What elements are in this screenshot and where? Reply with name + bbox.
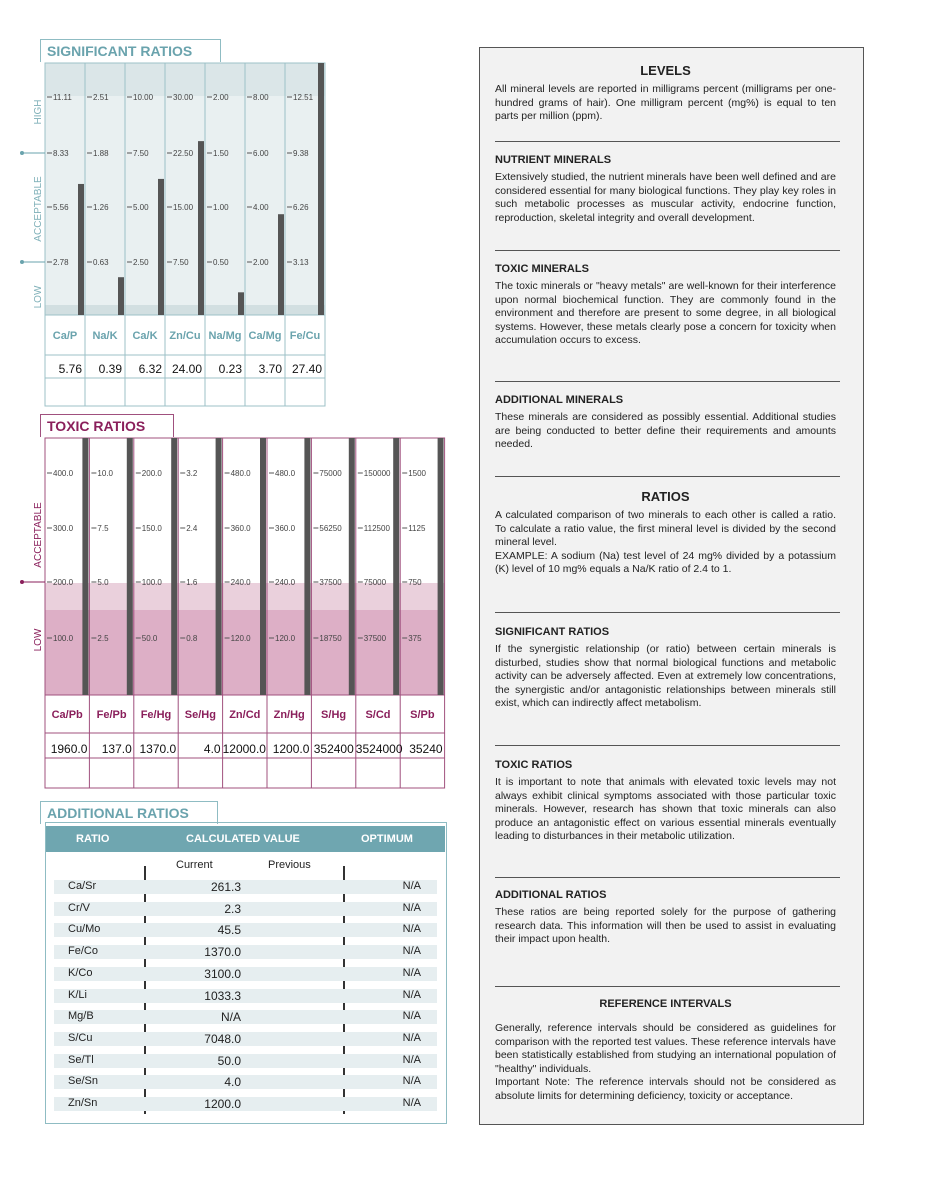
table-row bbox=[46, 1094, 445, 1114]
zone-label-low: LOW bbox=[33, 628, 44, 652]
ratio-label-ca-mg: Ca/Mg bbox=[248, 330, 282, 342]
current-value: 7048.0 bbox=[204, 1031, 241, 1046]
tick-label: 8.33 bbox=[53, 149, 69, 158]
reference-intervals-note: Important Note: The reference intervals should not be considered as absolute limits for determining deficiency, toxicity or acceptance. bbox=[495, 1076, 836, 1102]
ratio-label-zn-cu: Zn/Cu bbox=[169, 330, 201, 342]
tick-label: 5.56 bbox=[53, 203, 69, 212]
additional-ratios-title: ADDITIONAL RATIOS bbox=[40, 801, 218, 824]
toxic-minerals-title: TOXIC MINERALS bbox=[495, 263, 589, 275]
ratio-value: 0.39 bbox=[98, 362, 122, 376]
tick-label: 3.2 bbox=[186, 469, 198, 478]
ratio-bar bbox=[349, 438, 355, 695]
additional-minerals-text: These minerals are considered as possibly essential. Additional studies are being conducted to better define their requirements and amounts needed. bbox=[495, 411, 836, 450]
tick-label: 2.00 bbox=[213, 93, 229, 102]
tick-label: 120.0 bbox=[230, 634, 251, 643]
levels-title: LEVELS bbox=[640, 63, 691, 78]
ratios-text: A calculated comparison of two minerals to each other is called a ratio. To calculate a ratio value, the first mineral level is divided by the second mineral level. bbox=[495, 509, 836, 548]
reference-intervals-title: REFERENCE INTERVALS bbox=[599, 998, 732, 1010]
optimum-value: N/A bbox=[402, 988, 421, 1001]
ratio-name: Ca/Sr bbox=[68, 880, 97, 892]
ratio-value: 24.00 bbox=[171, 362, 202, 376]
tick-label: 7.50 bbox=[173, 258, 189, 267]
tick-label: 5.00 bbox=[133, 203, 149, 212]
significant-ratios-info-title: SIGNIFICANT RATIOS bbox=[495, 626, 610, 638]
table-row bbox=[46, 942, 445, 962]
reference-intervals-text: Generally, reference intervals should be considered as guidelines for comparison with the reported test values. These reference intervals have been statistically established from studying an international population of "healthy" individuals. bbox=[495, 1022, 836, 1075]
current-value: 1370.0 bbox=[204, 945, 241, 960]
tick-label: 150000 bbox=[363, 469, 391, 478]
tick-label: 9.38 bbox=[293, 149, 309, 158]
tick-label: 1.88 bbox=[93, 149, 109, 158]
ratio-value: 1200.0 bbox=[272, 742, 310, 756]
ratio-value: 137.0 bbox=[101, 742, 132, 756]
tick-label: 6.00 bbox=[253, 149, 269, 158]
current-subheader: Current bbox=[176, 859, 213, 871]
current-value: 2.3 bbox=[224, 901, 241, 916]
tick-label: 1.26 bbox=[93, 203, 109, 212]
tick-label: 0.63 bbox=[93, 258, 109, 267]
ratio-label-zn-hg: Zn/Hg bbox=[273, 709, 305, 721]
toxic-ratios-chart bbox=[0, 0, 470, 800]
ratio-label-ca-p: Ca/P bbox=[52, 330, 78, 342]
table-row bbox=[46, 964, 445, 984]
tick-label: 37500 bbox=[363, 634, 387, 643]
ratio-bar bbox=[171, 438, 177, 695]
ratio-label-se-hg: Se/Hg bbox=[184, 709, 216, 721]
ratio-name: Fe/Co bbox=[68, 945, 98, 958]
table-row bbox=[46, 1051, 445, 1071]
tick-label: 3.13 bbox=[293, 258, 309, 267]
row-stripe bbox=[54, 1010, 437, 1024]
tick-label: 360.0 bbox=[230, 524, 251, 533]
ratio-name: Mg/B bbox=[68, 1010, 94, 1023]
tick-label: 1.00 bbox=[213, 203, 229, 212]
nutrient-minerals-title: NUTRIENT MINERALS bbox=[495, 154, 612, 166]
nutrient-minerals-section bbox=[495, 154, 836, 225]
significant-ratios-section bbox=[495, 626, 836, 711]
optimum-value: N/A bbox=[402, 1010, 421, 1023]
current-value: 1033.3 bbox=[204, 988, 241, 1003]
divider bbox=[495, 141, 840, 142]
table-row bbox=[46, 1072, 445, 1092]
zone-label-acceptable: ACCEPTABLE bbox=[33, 502, 44, 568]
toxic-ratios-title: TOXIC RATIOS bbox=[40, 414, 174, 437]
ratio-value: 5.76 bbox=[58, 362, 82, 376]
ratio-label-s-pb: S/Pb bbox=[410, 709, 435, 721]
tick-label: 100.0 bbox=[53, 634, 74, 643]
row-stripe bbox=[54, 1097, 437, 1111]
ratio-label-na-k: Na/K bbox=[92, 330, 118, 342]
tick-label: 7.50 bbox=[133, 149, 149, 158]
significant-ratios-title: SIGNIFICANT RATIOS bbox=[40, 39, 221, 62]
current-value: 4.0 bbox=[224, 1075, 241, 1090]
info-panel bbox=[479, 47, 864, 1125]
optimum-header: OPTIMUM bbox=[361, 833, 413, 845]
tick-label: 100.0 bbox=[141, 578, 162, 587]
tick-label: 2.4 bbox=[186, 524, 198, 533]
ratio-name: Se/Tl bbox=[68, 1053, 94, 1066]
tick-label: 15.00 bbox=[173, 203, 194, 212]
additional-minerals-section bbox=[495, 394, 836, 452]
ratio-label-ca-pb: Ca/Pb bbox=[51, 709, 83, 721]
ratio-value: 27.40 bbox=[291, 362, 322, 376]
tick-label: 360.0 bbox=[275, 524, 296, 533]
ratio-value: 12000.0 bbox=[222, 742, 266, 756]
ratios-title: RATIOS bbox=[641, 489, 690, 504]
ratio-header: RATIO bbox=[76, 833, 110, 845]
optimum-value: N/A bbox=[402, 901, 421, 914]
tick-label: 375 bbox=[408, 634, 422, 643]
row-stripe bbox=[54, 923, 437, 937]
additional-ratios-section bbox=[495, 889, 836, 947]
ratio-value: 4.0 bbox=[203, 742, 221, 756]
ratio-name: Cu/Mo bbox=[68, 923, 101, 936]
additional-minerals-title: ADDITIONAL MINERALS bbox=[495, 394, 624, 406]
ratios-example: EXAMPLE: A sodium (Na) test level of 24 mg% divided by a potassium (K) level of 10 mg% equals a Na/K ratio of 2.4 to 1. bbox=[495, 549, 836, 575]
row-stripe bbox=[54, 967, 437, 981]
divider bbox=[495, 986, 840, 987]
tick-label: 300.0 bbox=[53, 524, 74, 533]
table-row bbox=[46, 899, 445, 919]
tick-label: 50.0 bbox=[141, 634, 158, 643]
ratio-bar bbox=[393, 438, 399, 695]
tick-label: 8.00 bbox=[253, 93, 269, 102]
divider bbox=[495, 381, 840, 382]
tick-label: 480.0 bbox=[275, 469, 296, 478]
tick-label: 4.00 bbox=[253, 203, 269, 212]
row-stripe bbox=[54, 880, 437, 894]
row-stripe bbox=[54, 945, 437, 959]
tick-label: 22.50 bbox=[173, 149, 194, 158]
tick-label: 2.51 bbox=[93, 93, 109, 102]
toxic-ratios-text: It is important to note that animals with elevated toxic levels may not always exhibit clinical symptoms associated with those particular toxic minerals. However, research has shown that toxic minerals can also produce an antagonistic effect on various essential minerals eventually leading to disturbances in their metabolic utilization. bbox=[495, 776, 836, 842]
tick-label: 480.0 bbox=[230, 469, 251, 478]
row-stripe bbox=[54, 989, 437, 1003]
ratio-name: Cr/V bbox=[68, 901, 90, 914]
tick-label: 240.0 bbox=[230, 578, 251, 587]
ratio-label-s-cd: S/Cd bbox=[365, 709, 391, 721]
ratio-bar bbox=[82, 438, 88, 695]
tick-label: 1125 bbox=[408, 524, 426, 533]
tick-label: 5.0 bbox=[97, 578, 109, 587]
toxic-ratios-info-title: TOXIC RATIOS bbox=[495, 759, 573, 771]
previous-subheader: Previous bbox=[268, 859, 311, 871]
optimum-value: N/A bbox=[402, 966, 421, 979]
zone-label-low: LOW bbox=[33, 285, 44, 309]
ratio-name: K/Co bbox=[68, 966, 93, 979]
tick-label: 7.5 bbox=[97, 524, 109, 533]
optimum-value: N/A bbox=[402, 1097, 421, 1109]
tick-label: 75000 bbox=[363, 578, 387, 587]
additional-ratios-info-title: ADDITIONAL RATIOS bbox=[495, 889, 607, 901]
table-row bbox=[46, 986, 445, 1006]
tick-label: 11.11 bbox=[53, 93, 72, 102]
tick-label: 120.0 bbox=[275, 634, 296, 643]
ratio-bar bbox=[127, 438, 133, 695]
toxic-minerals-section bbox=[495, 263, 836, 348]
tick-label: 2.00 bbox=[253, 258, 269, 267]
current-value: 1200.0 bbox=[204, 1097, 241, 1111]
ratio-label-na-mg: Na/Mg bbox=[208, 330, 242, 342]
table-row bbox=[46, 877, 445, 897]
optimum-value: N/A bbox=[402, 1031, 421, 1044]
row-stripe bbox=[54, 1032, 437, 1046]
tick-label: 0.8 bbox=[186, 634, 198, 643]
ratio-bar bbox=[304, 438, 310, 695]
ratio-label-s-hg: S/Hg bbox=[321, 709, 347, 721]
ratio-label-fe-pb: Fe/Pb bbox=[96, 709, 127, 721]
tick-label: 400.0 bbox=[53, 469, 74, 478]
ratio-value: 1960.0 bbox=[50, 742, 88, 756]
tick-label: 0.50 bbox=[213, 258, 229, 267]
ratio-bar bbox=[216, 438, 222, 695]
tick-label: 10.0 bbox=[97, 469, 113, 478]
tick-label: 2.78 bbox=[53, 258, 69, 267]
optimum-value: N/A bbox=[402, 1053, 421, 1066]
optimum-value: N/A bbox=[402, 880, 421, 892]
optimum-value: N/A bbox=[402, 945, 421, 958]
current-value: 45.5 bbox=[217, 923, 241, 938]
ratio-label-ca-k: Ca/K bbox=[132, 330, 158, 342]
tick-label: 200.0 bbox=[53, 578, 74, 587]
table-row bbox=[46, 1007, 445, 1027]
tick-label: 1500 bbox=[408, 469, 426, 478]
tick-label: 240.0 bbox=[275, 578, 296, 587]
row-stripe bbox=[54, 1054, 437, 1068]
tick-label: 1.6 bbox=[186, 578, 198, 587]
ratio-value: 352400 bbox=[313, 742, 354, 756]
tick-label: 56250 bbox=[319, 524, 342, 533]
tick-label: 2.50 bbox=[133, 258, 149, 267]
divider bbox=[495, 476, 840, 477]
ratio-label-zn-cd: Zn/Cd bbox=[229, 709, 261, 721]
additional-ratios-header bbox=[46, 826, 445, 852]
zone-label-high: HIGH bbox=[33, 99, 44, 125]
row-stripe bbox=[54, 1075, 437, 1089]
current-value: 50.0 bbox=[217, 1053, 241, 1068]
levels-section bbox=[495, 63, 836, 124]
tick-label: 75000 bbox=[319, 469, 342, 478]
table-row bbox=[46, 920, 445, 940]
tick-label: 112500 bbox=[363, 524, 390, 533]
ratio-value: 6.32 bbox=[138, 362, 162, 376]
current-value: 3100.0 bbox=[204, 966, 241, 981]
tick-label: 6.26 bbox=[293, 203, 309, 212]
ratio-bar bbox=[438, 438, 444, 695]
divider bbox=[495, 612, 840, 613]
tick-label: 1.50 bbox=[213, 149, 229, 158]
tick-label: 150.0 bbox=[141, 524, 162, 533]
ratio-bar bbox=[260, 438, 266, 695]
range-marker-dot bbox=[20, 580, 24, 584]
ratio-value: 0.23 bbox=[218, 362, 242, 376]
tick-label: 18750 bbox=[319, 634, 342, 643]
ratio-name: Se/Sn bbox=[68, 1075, 98, 1088]
ratios-section bbox=[495, 489, 836, 577]
ratio-label-fe-cu: Fe/Cu bbox=[289, 330, 321, 342]
ratio-value: 3.70 bbox=[258, 362, 282, 376]
tick-label: 12.51 bbox=[293, 93, 314, 102]
toxic-minerals-text: The toxic minerals or "heavy metals" are well-known for their interference upon normal biochemical function. They are commonly found in the environment and therefore are present to some degree, in all biological systems. However, these metals clearly pose a concern for toxicity when accumulation occurs to excess. bbox=[495, 280, 836, 346]
toxic-ratios-section bbox=[495, 759, 836, 844]
zone-label-acceptable: ACCEPTABLE bbox=[33, 176, 44, 242]
tick-label: 37500 bbox=[319, 578, 342, 587]
nutrient-minerals-text: Extensively studied, the nutrient minerals have been well defined and are considered essential for many biological functions. They play key roles in such metabolic processes as muscular activity, endocrine function, reproduction, skeletal integrity and overall development. bbox=[495, 171, 836, 224]
levels-text: All mineral levels are reported in milligrams percent (milligrams per one-hundred grams of hair). One milligram percent (mg%) is equal to ten parts per million (ppm). bbox=[495, 83, 836, 122]
tick-label: 750 bbox=[408, 578, 422, 587]
low-zone bbox=[45, 610, 445, 695]
tick-label: 30.00 bbox=[173, 93, 194, 102]
tick-label: 10.00 bbox=[133, 93, 154, 102]
ratio-name: S/Cu bbox=[68, 1031, 93, 1044]
ratio-value: 35240 bbox=[409, 742, 443, 756]
ratio-name: K/Li bbox=[68, 988, 87, 1001]
optimum-value: N/A bbox=[402, 1075, 421, 1088]
divider bbox=[495, 250, 840, 251]
low-zone-upper bbox=[45, 583, 445, 610]
optimum-value: N/A bbox=[402, 923, 421, 936]
current-value: 261.3 bbox=[210, 880, 241, 894]
acceptable-zone bbox=[45, 438, 445, 583]
calculated-value-header: CALCULATED VALUE bbox=[186, 833, 300, 845]
significant-ratios-text: If the synergistic relationship (or ratio) between certain minerals is disturbed, studies show that normal biological functions and metabolic activity can be adversely affected. Even at extremely low concentrations, the synergistic and/or antagonistic relationships between minerals still exist, which can indirectly affect metabolism. bbox=[495, 643, 836, 709]
ratio-value: 3524000 bbox=[355, 742, 403, 756]
row-stripe bbox=[54, 902, 437, 916]
divider bbox=[495, 877, 840, 878]
ratio-label-fe-hg: Fe/Hg bbox=[140, 709, 172, 721]
reference-intervals-section bbox=[495, 998, 836, 1103]
table-row bbox=[46, 1029, 445, 1049]
additional-ratios-text: These ratios are being reported solely for the purpose of gathering research data. This information will then be used to assist in evaluating their impact upon health. bbox=[495, 906, 836, 945]
divider bbox=[495, 745, 840, 746]
ratio-value: 1370.0 bbox=[139, 742, 177, 756]
ratio-name: Zn/Sn bbox=[68, 1097, 98, 1109]
current-value: N/A bbox=[220, 1010, 241, 1025]
tick-label: 200.0 bbox=[141, 469, 162, 478]
tick-label: 2.5 bbox=[97, 634, 109, 643]
